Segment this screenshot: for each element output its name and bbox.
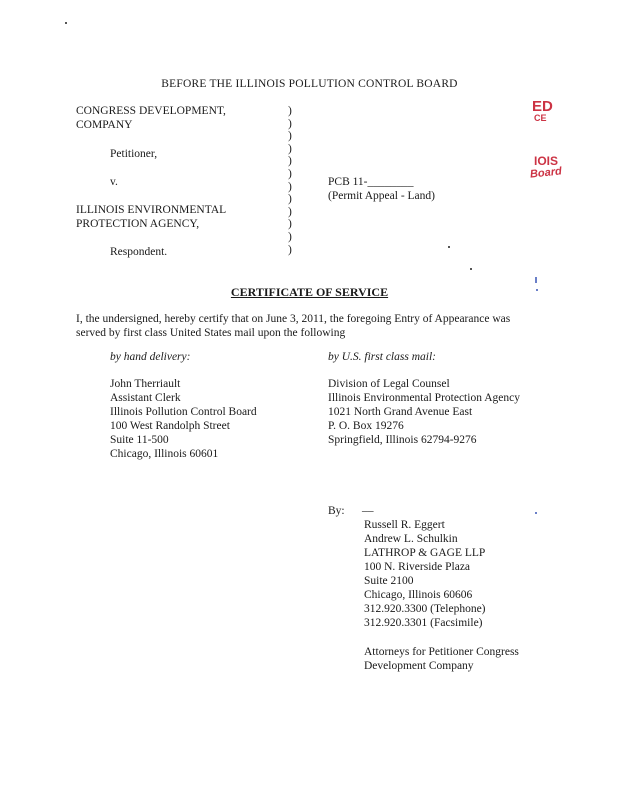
petitioner-name-line-2: COMPANY xyxy=(76,119,133,131)
signature-line-item: 100 N. Riverside Plaza xyxy=(364,561,471,573)
caption-parentheses xyxy=(288,105,292,256)
scan-speck xyxy=(470,268,472,270)
attorneys-line: Attorneys for Petitioner Congress xyxy=(364,646,519,658)
signature-line-item: Suite 2100 xyxy=(364,575,414,587)
paren: ) xyxy=(288,142,292,155)
scan-speck xyxy=(448,246,450,248)
signature-line-item: 312.920.3301 (Facsimile) xyxy=(364,617,483,629)
scan-speck xyxy=(536,289,538,291)
respondent-name-line-2: PROTECTION AGENCY, xyxy=(76,218,200,230)
attorneys-line: Development Company xyxy=(364,660,474,672)
address-line: Springfield, Illinois 62794-9276 xyxy=(328,434,477,446)
hand-delivery-address xyxy=(110,377,257,461)
board-heading: BEFORE THE ILLINOIS POLLUTION CONTROL BOARD xyxy=(161,78,458,90)
received-stamp-line-4: Board xyxy=(529,165,563,181)
certificate-body-line-2: served by first class United States mail upon the following xyxy=(76,327,346,339)
paren: ) xyxy=(288,167,292,180)
received-stamp-line-1: ED xyxy=(532,98,553,115)
address-line: Assistant Clerk xyxy=(110,392,181,404)
first-class-mail-heading: by U.S. first class mail: xyxy=(328,351,436,363)
versus: v. xyxy=(110,176,118,188)
address-line: 100 West Randolph Street xyxy=(110,420,230,432)
signature-line-item: Russell R. Eggert xyxy=(364,519,445,531)
paren: ) xyxy=(288,218,292,231)
address-line: 1021 North Grand Avenue East xyxy=(328,406,473,418)
signature-line-item: 312.920.3300 (Telephone) xyxy=(364,603,486,615)
address-line: P. O. Box 19276 xyxy=(328,420,404,432)
signature-line-item: LATHROP & GAGE LLP xyxy=(364,547,486,559)
address-line: Illinois Pollution Control Board xyxy=(110,406,257,418)
first-class-mail-address xyxy=(328,377,520,447)
paren: ) xyxy=(288,105,292,117)
address-line: John Therriault xyxy=(110,378,181,390)
scan-speck xyxy=(535,277,537,283)
signature-line-item: Chicago, Illinois 60606 xyxy=(364,589,473,601)
certificate-title: CERTIFICATE OF SERVICE xyxy=(230,285,389,299)
attorneys-for xyxy=(364,645,519,673)
respondent-role: Respondent. xyxy=(110,246,168,258)
paren: ) xyxy=(288,193,292,206)
signature-block xyxy=(364,518,486,630)
by-label: By: xyxy=(328,505,345,517)
petitioner-role: Petitioner, xyxy=(110,148,158,160)
case-number: PCB 11-________ xyxy=(328,176,414,188)
signature-line: __ xyxy=(362,501,374,513)
petitioner-name-line-1: CONGRESS DEVELOPMENT, xyxy=(76,105,226,117)
certificate-body-line-1: I, the undersigned, hereby certify that on June 3, 2011, the foregoing Entry of Appearance was xyxy=(76,313,511,325)
paren: ) xyxy=(288,180,292,193)
case-type: (Permit Appeal - Land) xyxy=(328,190,435,202)
paren: ) xyxy=(288,130,292,143)
scan-speck xyxy=(65,22,67,24)
hand-delivery-heading: by hand delivery: xyxy=(110,351,191,363)
paren: ) xyxy=(288,230,292,243)
address-line: Suite 11-500 xyxy=(110,434,169,446)
respondent-name-line-1: ILLINOIS ENVIRONMENTAL xyxy=(76,204,227,216)
address-line: Illinois Environmental Protection Agency xyxy=(328,392,520,404)
paren: ) xyxy=(288,117,292,130)
received-stamp-line-3: IOIS xyxy=(534,154,559,168)
received-stamp-line-2: CE xyxy=(534,113,547,123)
paren: ) xyxy=(288,243,292,256)
address-line: Division of Legal Counsel xyxy=(328,378,450,390)
address-line: Chicago, Illinois 60601 xyxy=(110,448,219,460)
signature-line-item: Andrew L. Schulkin xyxy=(364,533,458,545)
scan-speck xyxy=(535,512,537,514)
paren: ) xyxy=(288,155,292,168)
paren: ) xyxy=(288,205,292,218)
